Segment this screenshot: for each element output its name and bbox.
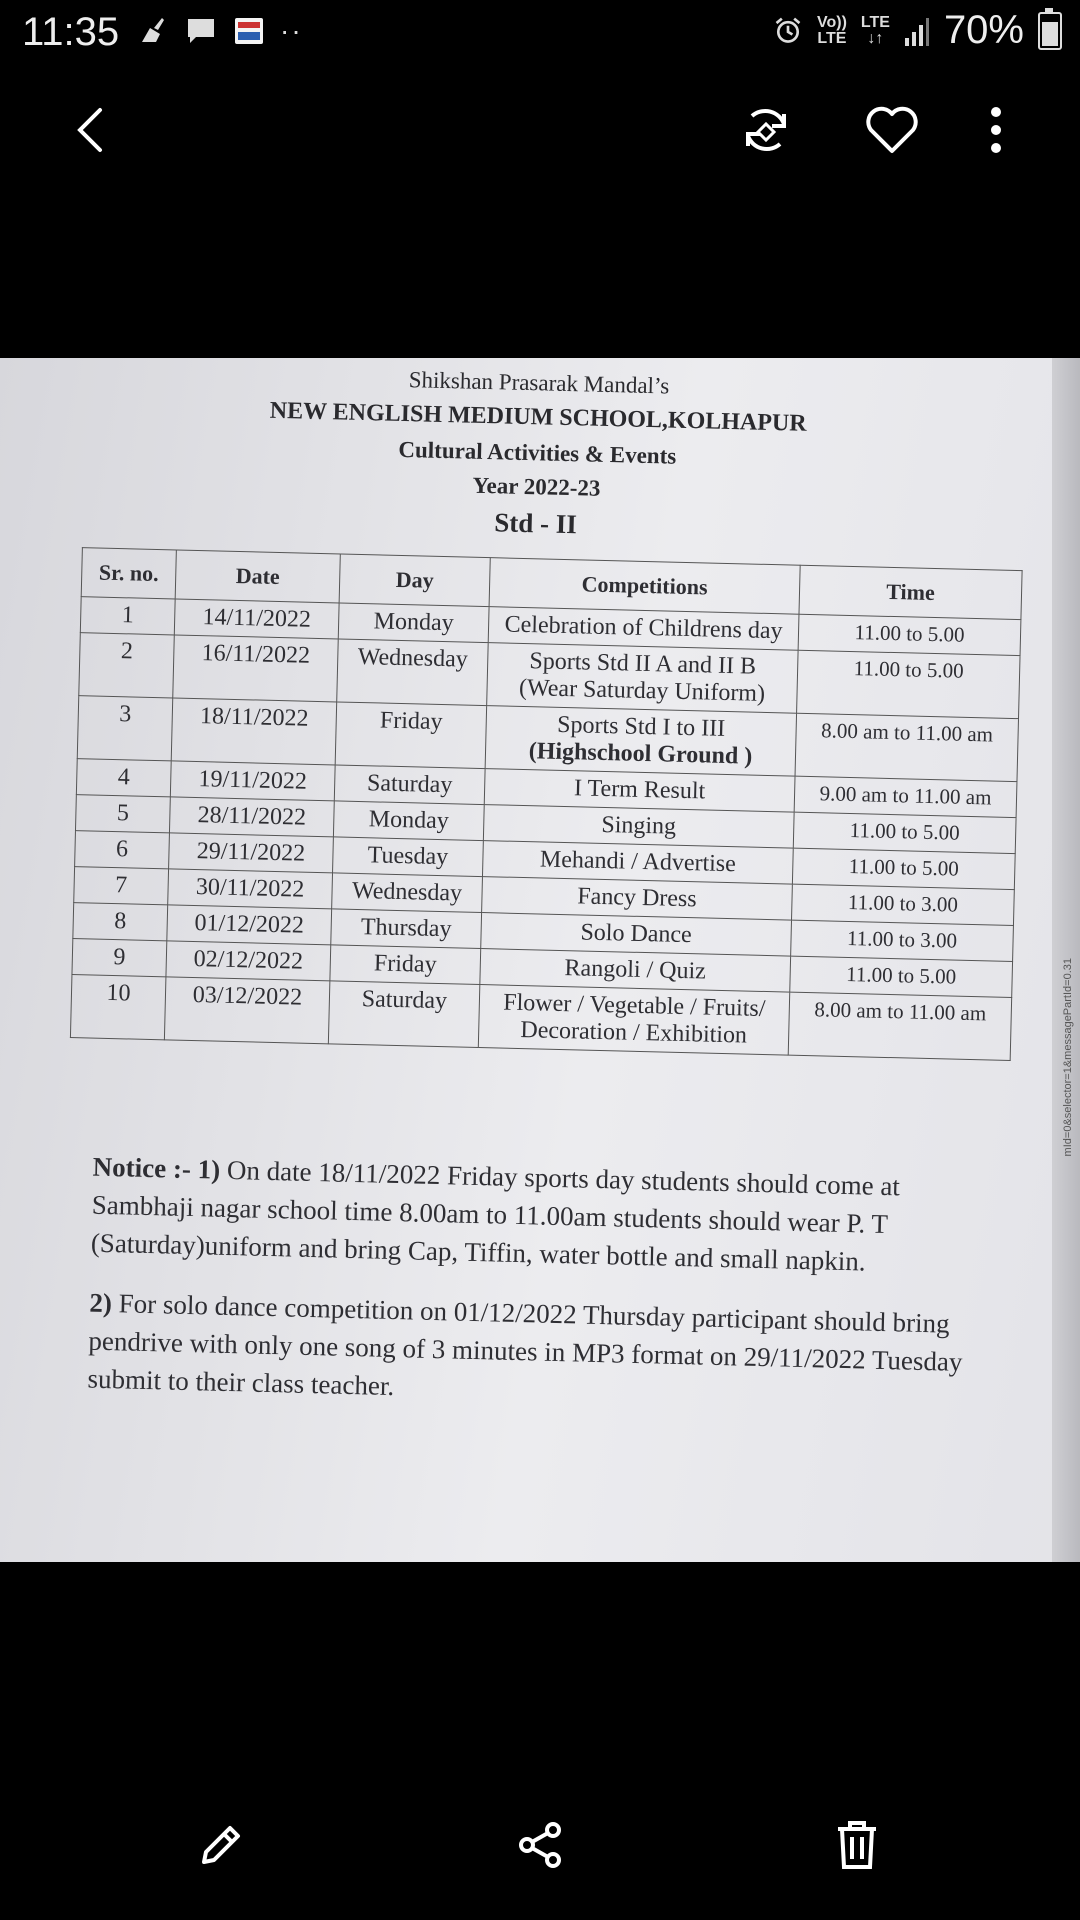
cell-date: [169, 833, 334, 873]
cell-time-text: 8.00 am to 11.00 am: [820, 718, 994, 747]
heart-icon: [865, 105, 919, 155]
cell-date: [174, 599, 339, 639]
share-button[interactable]: [495, 1800, 585, 1890]
cell-day-text: Friday: [379, 707, 443, 736]
cell-sr-no-text: 6: [115, 836, 129, 863]
cell-date: [170, 761, 335, 801]
cell-day: [334, 765, 485, 805]
notice-1-text: On date 18/11/2022 Friday sports day students should come at Sambhaji nagar school time 8.00am to 11.00am students should wear P. T (Saturday)uniform and bring Cap, Tiffin, water bottle and small napkin.: [90, 1154, 901, 1277]
cell-day: [332, 873, 483, 913]
cell-time-text: 11.00 to 5.00: [848, 854, 960, 881]
cell-day-text: Saturday: [366, 770, 453, 799]
back-button[interactable]: [50, 90, 130, 170]
battery-percent: 70%: [943, 8, 1024, 52]
cell-time-text: 11.00 to 3.00: [846, 925, 958, 953]
column-header: Time: [799, 565, 1022, 619]
side-code-text: mId=0&selector=1&messagePartId=0.31: [1062, 958, 1074, 1157]
cell-time-text: 11.00 to 5.00: [849, 818, 961, 845]
cell-date-text: 29/11/2022: [196, 838, 306, 867]
cell-time: [794, 776, 1017, 817]
cell-day: [333, 837, 484, 877]
notice-label: Notice :-: [92, 1151, 192, 1185]
broom-icon: [136, 14, 170, 48]
cell-sr-no: [80, 597, 175, 635]
more-vert-icon: [988, 105, 1004, 155]
cell-date: [168, 869, 333, 909]
cell-competition-text: Sports Std II A and II B: [529, 648, 757, 680]
notice-1: [90, 1148, 993, 1284]
cell-sr-no-text: 10: [106, 979, 131, 1007]
status-time: 11:35: [22, 10, 120, 54]
cell-day-text: Friday: [373, 950, 437, 978]
cell-time-text: 11.00 to 3.00: [847, 889, 959, 917]
cell-competition: [478, 985, 789, 1056]
cell-time: [798, 614, 1021, 655]
cell-sr-no-text: 8: [113, 908, 127, 935]
cell-date: [164, 977, 329, 1044]
notification-icons: [136, 14, 303, 48]
cell-time-text: 11.00 to 5.00: [854, 620, 965, 647]
cell-day-text: Thursday: [360, 914, 452, 943]
cell-competition: [485, 706, 796, 777]
favorite-button[interactable]: [852, 90, 932, 170]
cell-sr-no: [77, 696, 173, 761]
cell-sr-no: [75, 831, 170, 869]
doc-header-org: Shikshan Prasarak Mandal’s: [408, 367, 670, 399]
trash-icon: [834, 1819, 880, 1871]
app-notification-icon: [232, 14, 266, 48]
cell-date: [171, 698, 336, 765]
doc-header-school: NEW ENGLISH MEDIUM SCHOOL,KOLHAPUR: [269, 397, 807, 437]
cell-day: [337, 639, 488, 706]
cell-sr-no-text: 7: [114, 872, 128, 899]
signal-icon: [904, 16, 930, 46]
cell-date-text: 30/11/2022: [195, 874, 305, 903]
message-icon: [184, 14, 218, 48]
delete-button[interactable]: [812, 1800, 902, 1890]
cell-competition-note: (Highschool Ground ): [528, 738, 753, 770]
cell-day-text: Wednesday: [357, 643, 469, 673]
cell-time: [792, 848, 1015, 889]
notice-2-number: 2): [89, 1287, 113, 1319]
cell-date-text: 28/11/2022: [197, 802, 307, 831]
status-right: [773, 8, 1062, 53]
more-options-button[interactable]: [956, 90, 1036, 170]
cell-sr-no: [70, 975, 166, 1040]
doc-header-year: Year 2022-23: [472, 472, 601, 501]
cell-time: [793, 812, 1016, 853]
cell-day: [335, 702, 486, 769]
share-icon: [515, 1820, 565, 1870]
column-header: Competitions: [489, 558, 800, 615]
cell-day-text: Tuesday: [367, 842, 449, 871]
alarm-icon: [773, 16, 803, 46]
cell-competition-text: Solo Dance: [580, 919, 693, 949]
cell-time: [790, 956, 1013, 997]
cell-competition-text: Mehandi / Advertise: [539, 846, 737, 878]
doc-header-title: Cultural Activities & Events: [398, 436, 677, 469]
notice-section: [87, 1148, 993, 1442]
cell-date: [173, 635, 338, 702]
cell-time-text: 11.00 to 5.00: [853, 656, 964, 683]
rotate-button[interactable]: [726, 90, 806, 170]
cell-day: [333, 801, 484, 841]
cell-date-text: 02/12/2022: [193, 946, 304, 975]
photo-image[interactable]: [0, 358, 1080, 1562]
cell-date-text: 16/11/2022: [201, 640, 311, 669]
cell-date-text: 14/11/2022: [202, 604, 312, 633]
cell-competition-text: Singing: [601, 811, 677, 840]
doc-header-std: Std - II: [494, 507, 578, 540]
cell-date: [166, 941, 331, 981]
cell-sr-no: [73, 903, 168, 941]
cell-day: [328, 981, 479, 1048]
cell-time: [791, 920, 1014, 961]
viewer-toolbar: [0, 90, 1080, 180]
cell-time: [792, 884, 1015, 925]
volte-indicator: Vo)) LTE: [816, 13, 847, 47]
status-bar: [0, 0, 1080, 66]
cell-competition: [487, 643, 798, 714]
cell-sr-no: [72, 939, 167, 977]
document-sheet: [0, 358, 1080, 1562]
cell-time: [797, 650, 1020, 718]
cell-date: [167, 905, 332, 945]
cell-day: [331, 909, 482, 949]
cell-sr-no: [75, 795, 170, 833]
cell-sr-no: [76, 759, 171, 797]
notice-2-text: For solo dance competition on 01/12/2022 Thursday participant should bring pendrive with only one song of 3 minutes in MP3 format on 29/11/2022 Tuesday submit to their class teacher.: [87, 1288, 963, 1402]
edit-button[interactable]: [176, 1800, 266, 1890]
cell-sr-no-text: 9: [113, 944, 126, 971]
cell-sr-no-text: 4: [117, 764, 131, 791]
rotate-icon: [738, 102, 794, 158]
battery-icon: [1038, 12, 1062, 50]
cell-competition-text: Rangoli / Quiz: [564, 955, 707, 985]
cell-day: [330, 945, 481, 985]
notice-1-number: 1): [197, 1154, 221, 1185]
cell-time-text: 9.00 am to 11.00 am: [819, 781, 992, 810]
cell-time: [795, 713, 1018, 781]
cell-competition-note: Decoration / Exhibition: [520, 1017, 748, 1049]
cell-date: [169, 797, 334, 837]
more-notifications-icon: ··: [280, 15, 303, 46]
chevron-left-icon: [70, 105, 110, 155]
cell-time: [788, 992, 1011, 1060]
cell-day-text: Monday: [368, 806, 450, 835]
column-header: Date: [175, 550, 340, 603]
cell-date-text: 19/11/2022: [198, 766, 308, 795]
cell-sr-no-text: 2: [120, 638, 134, 665]
cell-sr-no-text: 5: [116, 800, 130, 827]
cell-day-text: Monday: [373, 608, 454, 637]
cell-competition-note: (Wear Saturday Uniform): [518, 674, 766, 707]
cell-date-text: 18/11/2022: [199, 703, 309, 732]
cell-competition-text: Flower / Vegetable / Fruits/: [502, 989, 766, 1023]
cell-day-text: Saturday: [361, 986, 448, 1015]
cell-competition-text: I Term Result: [573, 775, 706, 805]
bottom-action-bar: [0, 1800, 1080, 1890]
cell-day-text: Wednesday: [351, 877, 463, 907]
cell-sr-no: [79, 633, 175, 698]
schedule-table: [70, 547, 1023, 1061]
cell-competition-text: Sports Std I to III: [556, 711, 726, 742]
cell-time-text: 8.00 am to 11.00 am: [814, 997, 987, 1026]
cell-day: [338, 603, 489, 643]
cell-competition-text: Celebration of Childrens day: [504, 611, 783, 645]
cell-sr-no-text: 1: [121, 602, 135, 629]
column-header: Sr. no.: [81, 548, 176, 599]
cell-date-text: 01/12/2022: [194, 910, 305, 939]
lte-indicator: LTE ↓↑: [860, 13, 890, 47]
cell-sr-no-text: 3: [119, 701, 132, 728]
cell-time-text: 11.00 to 5.00: [845, 961, 957, 989]
cell-sr-no: [74, 867, 169, 905]
pencil-icon: [196, 1820, 246, 1870]
cell-competition-text: Fancy Dress: [577, 883, 697, 913]
column-header: Day: [339, 554, 490, 607]
cell-date-text: 03/12/2022: [192, 982, 303, 1011]
notice-2: [87, 1284, 990, 1420]
